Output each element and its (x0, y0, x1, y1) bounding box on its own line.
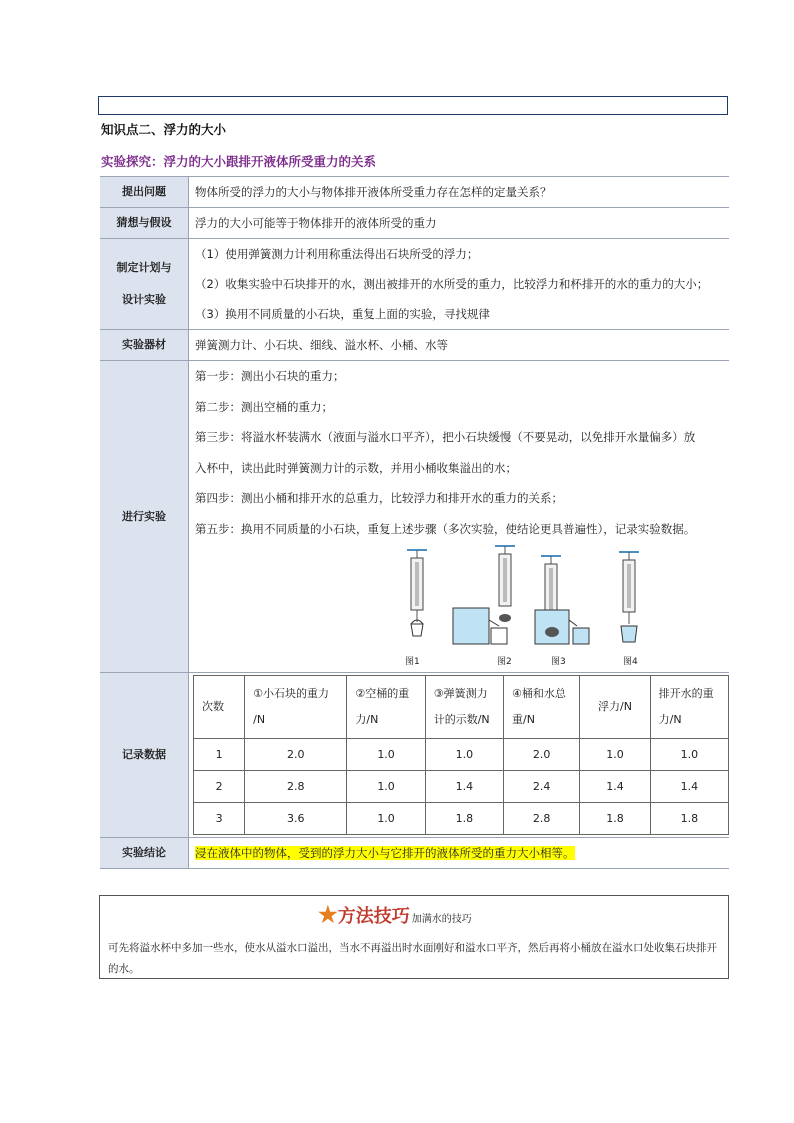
figure-1 (407, 550, 427, 636)
experiment-figure (195, 544, 723, 672)
experiment-title (101, 152, 376, 170)
method-tip-box (99, 895, 729, 979)
hypothesis-text: 浮力的大小可能等于物体排开的液体所受的重力 (195, 216, 437, 230)
plan-line-1: （1）使用弹簧测力计利用称重法得出石块所受的浮力； (195, 247, 479, 261)
label-plan-line2: 设计实验 (122, 293, 166, 306)
figure-3 (535, 556, 589, 644)
section-heading: 知识点二、浮力的大小 (101, 122, 227, 137)
data-header-row (194, 676, 729, 739)
figure-label-3: 图3 (551, 657, 566, 667)
data-table (193, 675, 729, 835)
apparatus-illustration (345, 544, 765, 672)
figure-4 (619, 552, 639, 642)
step-1: 第一步：测出小石块的重力； (195, 369, 345, 383)
equipment-text: 弹簧测力计、小石块、细线、溢水杯、小桶、水等 (195, 338, 448, 352)
figure-label-4: 图4 (623, 657, 638, 667)
experiment-title-rest: 浮力的大小跟排开液体所受重力的关系 (163, 154, 377, 169)
row-hypothesis (100, 208, 729, 239)
data-row-1: 1 2.0 1.0 1.0 2.0 1.0 1.0 (194, 739, 729, 771)
label-conclusion: 实验结论 (100, 838, 189, 869)
header-scale-reading: ③弹簧测力 计的示数/N (425, 676, 503, 739)
header-stone-weight: ①小石块的重力 /N (245, 676, 347, 739)
tip-title (318, 902, 472, 928)
experiment-title-prefix: 实验探究： (101, 154, 164, 169)
figure-label-2: 图2 (497, 657, 512, 667)
step-3a: 第三步：将溢水杯装满水（液面与溢水口平齐），把小石块缓慢（不要晃动，以免排开水量偏多）放 (195, 430, 696, 444)
tip-title-text: 方法技巧 (337, 906, 410, 927)
label-plan-line1: 制定计划与 (116, 261, 172, 274)
conclusion-text: 浸在液体中的物体，受到的浮力大小与它排开的液体所受的重力大小相等。 (195, 846, 575, 860)
row-record (100, 673, 729, 838)
header-bucket-weight: ②空桶的重 力/N (347, 676, 425, 739)
experiment-table (100, 176, 729, 869)
row-plan (100, 239, 729, 330)
data-row-3: 3 3.6 1.0 1.8 2.8 1.8 1.8 (194, 803, 729, 835)
header-count: 次数 (194, 676, 245, 739)
header-bucket-water: ④桶和水总 重/N (503, 676, 579, 739)
star-icon: ★ (318, 902, 338, 928)
row-equipment (100, 330, 729, 361)
row-conclusion (100, 838, 729, 869)
label-equipment: 实验器材 (100, 330, 189, 361)
tip-text: 可先将溢水杯中多加一些水，使水从溢水口溢出，当水不再溢出时水面刚好和溢水口平齐，然后再将小桶放在溢水口处收集石块排开的水。 (108, 942, 717, 975)
plan-line-2: （2）收集实验中石块排开的水，测出被排开的水所受的重力，比较浮力和杯排开的水的重力的大小； (195, 277, 709, 291)
step-3b: 入杯中，读出此时弹簧测力计的示数，并用小桶收集溢出的水； (195, 460, 517, 475)
step-4: 第四步：测出小桶和排开水的总重力，比较浮力和排开水的重力的关系； (195, 491, 563, 505)
question-text: 物体所受的浮力的大小与物体排开液体所受重力存在怎样的定量关系？ (195, 185, 552, 199)
figure-label-1: 图1 (405, 657, 420, 667)
data-row-2: 2 2.8 1.0 1.4 2.4 1.4 1.4 (194, 771, 729, 803)
label-plan (100, 239, 189, 330)
row-procedure (100, 361, 729, 673)
tip-subtitle: 加满水的技巧 (411, 914, 472, 925)
label-record: 记录数据 (100, 673, 189, 838)
top-frame (98, 96, 728, 115)
step-5: 第五步：换用不同质量的小石块，重复上述步骤（多次实验，使结论更具普遍性），记录实验数据。 (195, 521, 696, 536)
figure-2 (453, 546, 515, 644)
header-displaced-water: 排开水的重 力/N (650, 676, 728, 739)
label-procedure: 进行实验 (100, 361, 189, 673)
row-question (100, 177, 729, 208)
plan-line-3: （3）换用不同质量的小石块，重复上面的实验，寻找规律 (195, 307, 490, 321)
step-2: 第二步：测出空桶的重力； (195, 399, 333, 414)
label-question: 提出问题 (100, 177, 189, 208)
header-buoyancy: 浮力/N (580, 676, 650, 739)
label-hypothesis: 猜想与假设 (100, 208, 189, 239)
